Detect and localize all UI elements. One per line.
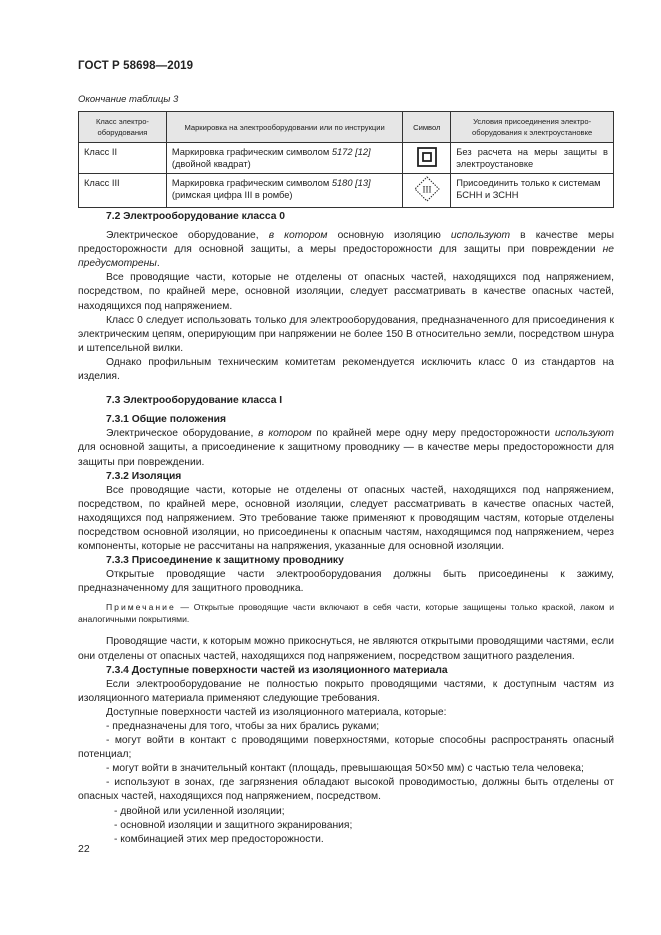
- list-item: - комбинацией этих мер предосторожности.: [114, 833, 324, 845]
- conditions-cell: Без расчета на меры защиты в электроустановке: [451, 143, 614, 174]
- note: [78, 601, 614, 625]
- marking-text: Маркировка графическим символом: [171, 178, 332, 188]
- section-7-3-title: 7.3 Электрооборудование класса I: [106, 395, 283, 407]
- note-label: Примечание: [106, 602, 176, 613]
- list-item: - используют в зонах, где загрязнения обладают высокой проводимостью, должны быть отделены от опасных частей, находящихся под напряжением, посредством.: [78, 777, 614, 803]
- list-item: - основной изоляции и защитного экранирования;: [114, 819, 353, 831]
- symbol-cell: [403, 174, 451, 208]
- list-item: - предназначены для того, чтобы за них брались руками;: [106, 721, 380, 732]
- table-row: [79, 143, 614, 174]
- col-conditions-header: Условия присоединения электро-оборудования к электроустановке: [451, 112, 614, 143]
- section-7-3-1-title: 7.3.1 Общие положения: [106, 414, 226, 426]
- marking-reference: [13]: [355, 178, 371, 188]
- double-square-icon: [417, 147, 437, 167]
- marking-cell: [166, 143, 402, 174]
- symbol-cell: [403, 143, 451, 174]
- marking-number: 5180: [331, 178, 353, 188]
- marking-number: 5172: [331, 147, 353, 157]
- class-cell: Класс III: [79, 174, 167, 208]
- marking-note: (римская цифра III в ромбе): [171, 190, 293, 200]
- section-7-2-title: 7.2 Электрооборудование класса 0: [106, 211, 286, 222]
- list-item: - могут войти в значительный контакт (площадь, превышающая 50×50 мм) с частью тела человека;: [106, 763, 584, 775]
- diamond-iii-label: III: [422, 184, 432, 195]
- conditions-cell: Присоединить только к системам БСНН и ЗСНН: [451, 174, 614, 208]
- paragraph: Все проводящие части, которые не отделены от опасных частей, находящихся под напряжением, посредством, по крайней мере, основной изоляции, следует рассматривать в качестве опасных частей, находящихся под напряжением. Это требование также применяют к проводящим частям, которые отделены посредством основной изоляции, но присоединены к опасным частям, находящимся под напряжением, через компоненты, которые не рассчитаны на напряжения, указанные для основной изоляции.: [78, 484, 614, 553]
- list-item: - могут войти в контакт с проводящими поверхностями, которые способны распространять опасный потенциал;: [78, 735, 614, 761]
- col-symbol-header: Символ: [403, 112, 451, 143]
- table-row: [79, 174, 614, 208]
- list-item: - двойной или усиленной изоляции;: [114, 805, 285, 817]
- class-cell: Класс II: [79, 143, 167, 174]
- marking-text: Маркировка графическим символом: [171, 147, 332, 157]
- page-number: 22: [78, 843, 90, 855]
- paragraph: Проводящие части, к которым можно прикоснуться, не являются открытыми проводящими частями, если они отделены от опасных частей, находящихся под напряжением, посредством защитного разделения.: [78, 636, 614, 662]
- diamond-iii-icon: [414, 176, 440, 202]
- paragraph: Электрическое оборудование, в котором основную изоляцию используют в качестве меры предосторожности для основной защиты, а меры предосторожности для защиты при повреждении не предусмотрены.: [78, 230, 614, 270]
- section-7-3-3-title: 7.3.3 Присоединение к защитному проводнику: [106, 555, 344, 567]
- paragraph: Однако профильным техническим комитетам рекомендуется исключить класс 0 из стандартов на изделия.: [78, 356, 614, 383]
- section-7-3-2-title: 7.3.2 Изоляция: [106, 470, 182, 482]
- marking-cell: [166, 174, 402, 208]
- paragraph: Открытые проводящие части электрооборудования должны быть присоединены к зажиму, предназначенному для защитного проводника.: [78, 569, 614, 595]
- paragraph: Класс 0 следует использовать только для электрооборудования, предназначенного для присоединения к электрическим цепям, оперирующим при напряжении не более 150 В относительно земли, посредством шнура и штепсельной вилки.: [78, 314, 614, 354]
- marking-note: (двойной квадрат): [171, 159, 251, 169]
- marking-reference: [12]: [355, 147, 371, 157]
- table-caption: Окончание таблицы 3: [78, 94, 179, 105]
- note-text: — Открытые проводящие части включают в себя части, которые защищены только краской, лаком и аналогичными покрытиями.: [78, 602, 614, 625]
- paragraph: Доступные поверхности частей из изоляционного материала, которые:: [106, 706, 447, 718]
- paragraph: Если электрооборудование не полностью покрыто проводящими частями, к доступным частям из изоляционного материала применяют следующие требования.: [78, 678, 614, 704]
- table-header-row: [79, 112, 614, 143]
- document-body: [78, 210, 614, 847]
- col-marking-header: Маркировка на электрооборудовании или по инструкции: [166, 112, 402, 143]
- col-class-header: Класс электро-оборудования: [79, 112, 167, 143]
- paragraph: Электрическое оборудование, в котором по крайней мере одну меру предосторожности используют для основной защиты, а присоединение к защитному проводнику — в качестве меры предосторожности для защиты при повреждении.: [78, 428, 614, 468]
- document-code: ГОСТ Р 58698—2019: [78, 60, 194, 72]
- section-7-3-4-title: 7.3.4 Доступные поверхности частей из изоляционного материала: [106, 664, 448, 676]
- table-3-end: [78, 111, 614, 208]
- paragraph: Все проводящие части, которые не отделены от опасных частей, находящихся под напряжением, посредством, по крайней мере, основной изоляции, следует рассматривать в качестве опасных частей, находящихся под напряжением.: [78, 272, 614, 312]
